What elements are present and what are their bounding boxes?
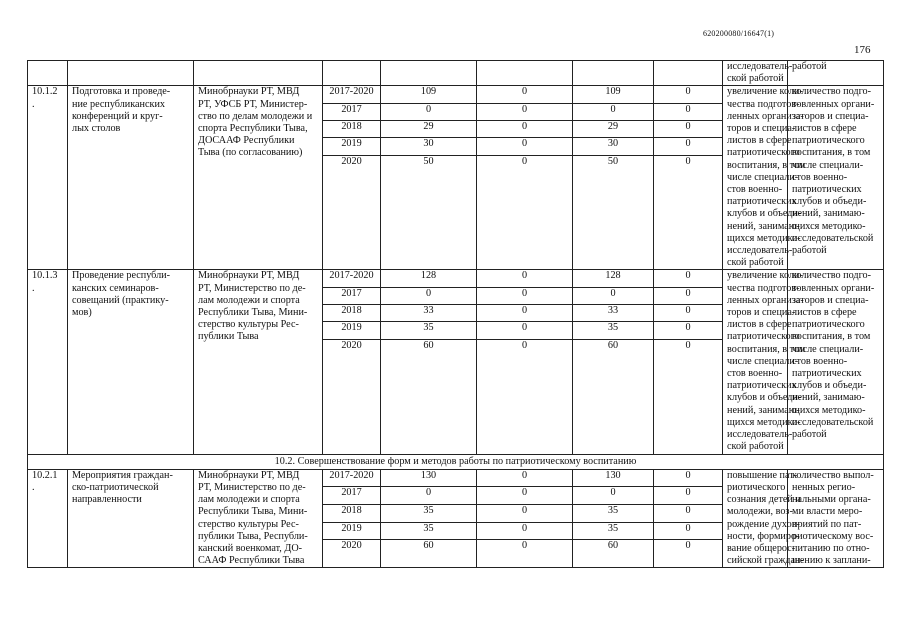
federal-cell: 0 xyxy=(477,155,573,270)
total-cell: 109 xyxy=(381,86,477,103)
year-cell: 2020 xyxy=(323,540,381,568)
other-cell: 0 xyxy=(654,504,723,522)
other-cell: 0 xyxy=(654,86,723,103)
republic-cell: 33 xyxy=(573,305,654,322)
item-code: 10.1.2 . xyxy=(28,86,68,270)
republic-cell: 50 xyxy=(573,155,654,270)
republic-cell: 35 xyxy=(573,522,654,540)
federal-cell: 0 xyxy=(477,322,573,339)
total-cell: 35 xyxy=(381,322,477,339)
program-table xyxy=(27,60,884,568)
total-cell: 0 xyxy=(381,103,477,120)
total-cell: 35 xyxy=(381,522,477,540)
other-cell: 0 xyxy=(654,522,723,540)
federal-cell: 0 xyxy=(477,469,573,487)
item-name: Проведение республи- канских семинаров- совещаний (практику- мов) xyxy=(68,270,194,454)
table-row xyxy=(28,469,884,487)
total-cell: 128 xyxy=(381,270,477,287)
republic-cell: 128 xyxy=(573,270,654,287)
year-cell: 2019 xyxy=(323,322,381,339)
federal-cell: 0 xyxy=(477,287,573,304)
other-cell: 0 xyxy=(654,120,723,137)
year-cell: 2018 xyxy=(323,305,381,322)
table-row xyxy=(28,270,884,287)
other-cell: 0 xyxy=(654,487,723,505)
republic-cell: 130 xyxy=(573,469,654,487)
republic-cell: 0 xyxy=(573,103,654,120)
other-cell: 0 xyxy=(654,339,723,454)
indicator-cell: работой xyxy=(788,61,884,86)
republic-cell: 30 xyxy=(573,138,654,155)
document-id: 620200080/16647(1) xyxy=(703,29,775,38)
federal-cell: 0 xyxy=(477,138,573,155)
indicator-cell: количество выпол- ненных регио- нальными органа- ми власти меро- приятий по пат- риотическому вос- питанию по отно- шению к заплани- xyxy=(788,469,884,568)
republic-cell: 0 xyxy=(573,487,654,505)
item-name: Мероприятия граждан- ско-патриотической направленности xyxy=(68,469,194,568)
republic-cell: 35 xyxy=(573,504,654,522)
total-cell: 130 xyxy=(381,469,477,487)
indicator-cell: количество подго- товленных органи- заторов и специа- листов в сфере патриотического воспитания, в том числе специали- стов военно- патриотических клубов и объеди- нений, занимаю- щихся методико- исследовательской работой xyxy=(788,86,884,270)
other-cell: 0 xyxy=(654,270,723,287)
total-cell: 29 xyxy=(381,120,477,137)
item-code: 10.1.3 . xyxy=(28,270,68,454)
year-cell: 2018 xyxy=(323,120,381,137)
year-cell: 2019 xyxy=(323,138,381,155)
result-cell: повышение пат- риотического сознания детей и молодежи, воз- рождение духов- ности, формиро- вание общерос- сийской граждан- xyxy=(723,469,788,568)
republic-cell: 0 xyxy=(573,287,654,304)
other-cell: 0 xyxy=(654,322,723,339)
federal-cell: 0 xyxy=(477,120,573,137)
federal-cell: 0 xyxy=(477,103,573,120)
republic-cell: 60 xyxy=(573,339,654,454)
year-cell: 2020 xyxy=(323,339,381,454)
total-cell: 60 xyxy=(381,339,477,454)
table-body xyxy=(28,61,884,568)
federal-cell: 0 xyxy=(477,305,573,322)
year-cell: 2017-2020 xyxy=(323,270,381,287)
total-cell: 35 xyxy=(381,504,477,522)
republic-cell: 60 xyxy=(573,540,654,568)
year-cell: 2017 xyxy=(323,287,381,304)
year-cell: 2017 xyxy=(323,103,381,120)
other-cell: 0 xyxy=(654,155,723,270)
item-executors: Минобрнауки РТ, МВД РТ, Министерство по де- лам молодежи и спорта Республики Тыва, Мини- стерство культуры Рес- публики Тыва xyxy=(194,270,323,454)
other-cell: 0 xyxy=(654,287,723,304)
total-cell: 0 xyxy=(381,487,477,505)
year-cell: 2019 xyxy=(323,522,381,540)
item-executors: Минобрнауки РТ, МВД РТ, УФСБ РТ, Министер- ство по делам молодежи и спорта Республики Тыва, ДОСААФ Республики Тыва (по согласованию) xyxy=(194,86,323,270)
federal-cell: 0 xyxy=(477,504,573,522)
total-cell: 60 xyxy=(381,540,477,568)
total-cell: 30 xyxy=(381,138,477,155)
federal-cell: 0 xyxy=(477,540,573,568)
other-cell: 0 xyxy=(654,540,723,568)
section-row xyxy=(28,454,884,469)
republic-cell: 35 xyxy=(573,322,654,339)
total-cell: 33 xyxy=(381,305,477,322)
total-cell: 50 xyxy=(381,155,477,270)
item-executors: Минобрнауки РТ, МВД РТ, Министерство по де- лам молодежи и спорта Республики Тыва, Мини- стерство культуры Рес- публики Тыва, Республи- канский военкомат, ДО- СААФ Республики Тыва xyxy=(194,469,323,568)
federal-cell: 0 xyxy=(477,339,573,454)
federal-cell: 0 xyxy=(477,522,573,540)
other-cell: 0 xyxy=(654,469,723,487)
other-cell: 0 xyxy=(654,138,723,155)
result-cell: увеличение коли- чества подготов- ленных организа- торов и специа- листов в сфере патриотического воспитания, в том числе специали- стов военно- патриотических клубов и объеди- нений, занимаю- щихся методико- исследователь- ской работой xyxy=(723,270,788,454)
result-cell: исследователь- ской работой xyxy=(723,61,788,86)
republic-cell: 109 xyxy=(573,86,654,103)
page-number: 176 xyxy=(854,44,871,56)
republic-cell: 29 xyxy=(573,120,654,137)
year-cell: 2017-2020 xyxy=(323,469,381,487)
federal-cell: 0 xyxy=(477,86,573,103)
indicator-cell: количество подго- товленных органи- заторов и специа- листов в сфере патриотического воспитания, в том числе специали- стов военно- патриотических клубов и объеди- нений, занимаю- щихся методико- исследовательской работой xyxy=(788,270,884,454)
federal-cell: 0 xyxy=(477,487,573,505)
federal-cell: 0 xyxy=(477,270,573,287)
year-cell: 2017-2020 xyxy=(323,86,381,103)
total-cell: 0 xyxy=(381,287,477,304)
year-cell: 2018 xyxy=(323,504,381,522)
table-row xyxy=(28,86,884,103)
other-cell: 0 xyxy=(654,103,723,120)
section-title: 10.2. Совершенствование форм и методов работы по патриотическому воспитанию xyxy=(28,454,884,469)
table-row-continued xyxy=(28,61,884,86)
item-name: Подготовка и проведе- ние республиканских конференций и круг- лых столов xyxy=(68,86,194,270)
year-cell: 2017 xyxy=(323,487,381,505)
result-cell: увеличение коли- чества подготов- ленных организа- торов и специа- листов в сфере патриотического воспитания, в том числе специали- стов военно- патриотических клубов и объеди- нений, занимаю- щихся методико- исследователь- ской работой xyxy=(723,86,788,270)
year-cell: 2020 xyxy=(323,155,381,270)
other-cell: 0 xyxy=(654,305,723,322)
item-code: 10.2.1 . xyxy=(28,469,68,568)
